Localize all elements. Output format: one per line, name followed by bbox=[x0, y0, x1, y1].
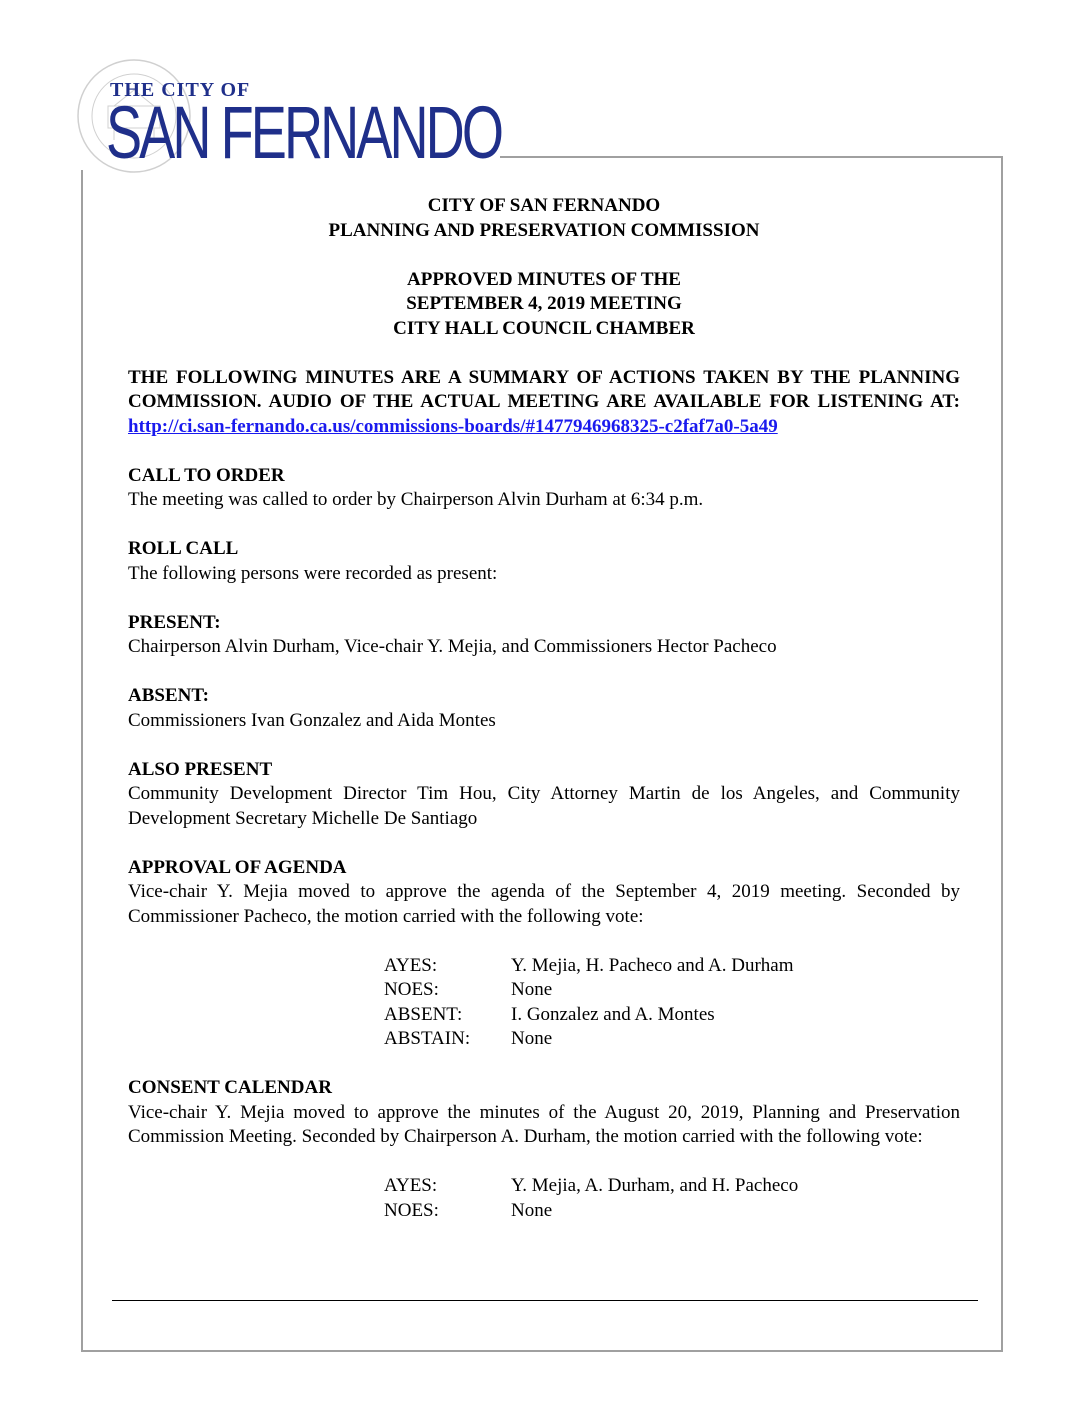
approval-of-agenda-heading: APPROVAL OF AGENDA bbox=[128, 856, 347, 878]
vote-label: NOES: bbox=[384, 1199, 439, 1221]
consent-calendar-text: Vice-chair Y. Mejia moved to approve the minutes of the August 20, 2019, Planning and Preservation Commission Meeting. Seconded by Chairperson A. Durham, the motion carried with the following vote: bbox=[128, 1101, 960, 1147]
agenda-vote-table bbox=[384, 954, 960, 1052]
header-line4: SEPTEMBER 4, 2019 MEETING bbox=[406, 293, 682, 314]
vote-label: AYES: bbox=[384, 1175, 438, 1196]
footer-divider bbox=[112, 1300, 978, 1301]
header-line3: APPROVED MINUTES OF THE bbox=[407, 268, 681, 290]
intro-paragraph bbox=[128, 366, 960, 440]
header-line1: CITY OF SAN FERNANDO bbox=[427, 195, 661, 216]
vote-label: ABSENT: bbox=[384, 1003, 463, 1025]
vote-label: ABSTAIN: bbox=[384, 1028, 471, 1049]
city-logo bbox=[74, 56, 514, 176]
audio-link[interactable]: http://ci.san-fernando.ca.us/commissions-boards/#1477946968325-c2faf7a0-5a49 bbox=[128, 415, 778, 437]
call-to-order-heading: CALL TO ORDER bbox=[128, 464, 285, 486]
roll-call-text: The following persons were recorded as present: bbox=[128, 562, 498, 584]
call-to-order-text: The meeting was called to order by Chairperson Alvin Durham at 6:34 p.m. bbox=[128, 489, 704, 510]
vote-value: Y. Mejia, A. Durham, and H. Pacheco bbox=[511, 1175, 799, 1196]
vote-value: None bbox=[511, 1028, 553, 1049]
vote-value: I. Gonzalez and A. Montes bbox=[511, 1003, 715, 1025]
vote-label: AYES: bbox=[384, 954, 438, 976]
vote-value: None bbox=[511, 1199, 553, 1221]
present-heading: PRESENT: bbox=[128, 611, 221, 633]
absent-heading: ABSENT: bbox=[128, 685, 209, 706]
vote-value: Y. Mejia, H. Pacheco and A. Durham bbox=[511, 954, 794, 976]
vote-value: None bbox=[511, 979, 553, 1000]
header-line2: PLANNING AND PRESERVATION COMMISSION bbox=[328, 219, 760, 241]
approval-of-agenda-text: Vice-chair Y. Mejia moved to approve the agenda of the September 4, 2019 meeting. Seconded by Commissioner Pacheco, the motion carried with the following vote: bbox=[128, 881, 960, 927]
also-present-text: Community Development Director Tim Hou, City Attorney Martin de los Angeles, and Community Development Secretary Michelle De Santiago bbox=[128, 783, 960, 829]
header-line5: CITY HALL COUNCIL CHAMBER bbox=[393, 317, 695, 339]
logo-line1: THE CITY OF bbox=[110, 79, 251, 101]
intro-text: THE FOLLOWING MINUTES ARE A SUMMARY OF ACTIONS TAKEN BY THE PLANNING COMMISSION. AUDIO OF THE ACTUAL MEETING ARE AVAILABLE FOR LISTENING AT: bbox=[128, 366, 960, 412]
present-text: Chairperson Alvin Durham, Vice-chair Y. Mejia, and Commissioners Hector Pacheco bbox=[128, 636, 777, 657]
absent-text: Commissioners Ivan Gonzalez and Aida Montes bbox=[128, 709, 496, 731]
minutes-document bbox=[128, 194, 960, 1223]
roll-call-heading: ROLL CALL bbox=[128, 538, 239, 559]
consent-vote-table bbox=[384, 1174, 960, 1223]
also-present-heading: ALSO PRESENT bbox=[128, 758, 273, 780]
vote-label: NOES: bbox=[384, 979, 439, 1000]
logo-line2: SAN FERNANDO bbox=[106, 91, 503, 174]
consent-calendar-heading: CONSENT CALENDAR bbox=[128, 1077, 332, 1098]
